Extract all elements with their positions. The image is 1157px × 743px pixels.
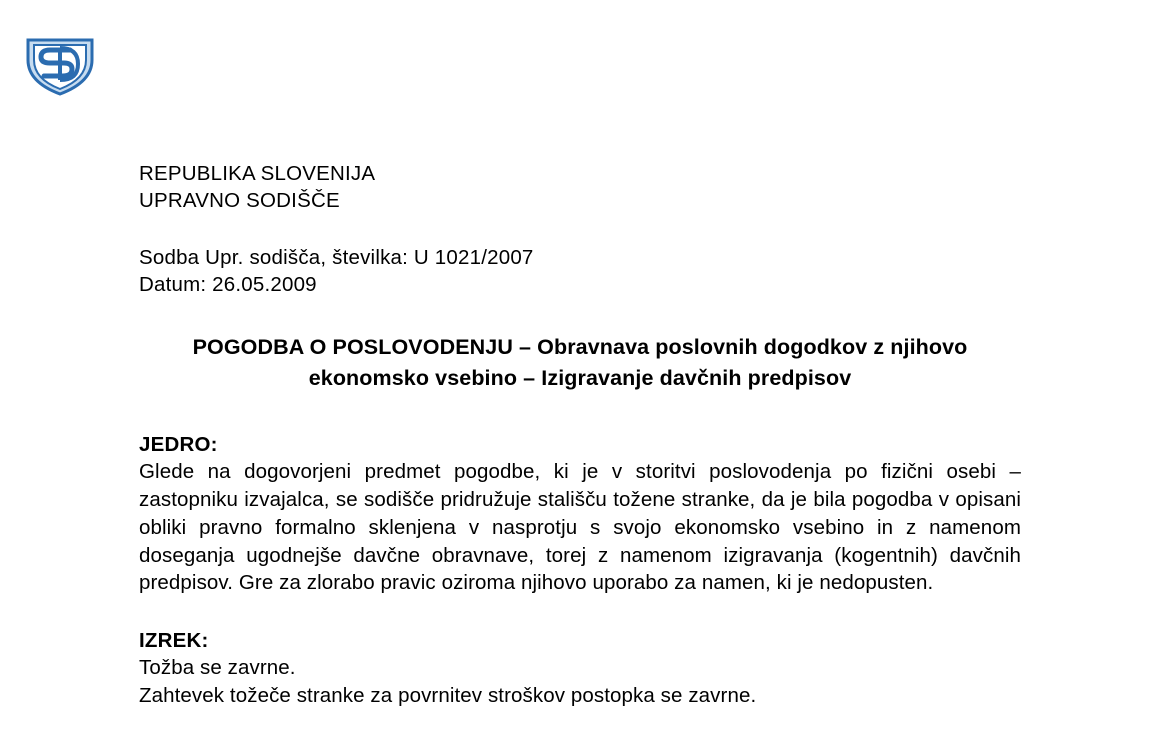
izrek-line-1: Tožba se zavrne. <box>139 656 296 680</box>
court-logo <box>20 30 100 98</box>
jedro-heading: JEDRO: <box>139 433 218 457</box>
page-title: POGODBA O POSLOVODENJU – Obravnava poslovnih dogodkov z njihovo ekonomsko vsebino – Izigravanje davčnih predpisov <box>192 335 968 390</box>
court-header <box>139 160 1021 214</box>
section-izrek <box>139 629 1021 710</box>
izrek-line-2: Zahtevek tožeče stranke za povrnitev stroškov postopka se zavrne. <box>139 683 757 707</box>
case-meta <box>139 244 1021 298</box>
jedro-text: Glede na dogovorjeni predmet pogodbe, ki je v storitvi poslovodenja po fizični osebi – zastopniku izvajalca, se sodišče pridružuje stališču tožene stranke, da je bila pogodba v opisani obliki pravno formalno sklenjena v nasprotju s svojo ekonomsko vsebino in z namenom doseganja ugodnejše davčne obravnave, torej z namenom izigravanja (kogentnih) davčnih predpisov. Gre za zlorabo pravic oziroma njihovo uporabo za namen, ki je nedopusten. <box>139 460 1021 595</box>
case-date: Datum: 26.05.2009 <box>139 273 317 297</box>
izrek-heading: IZREK: <box>139 629 209 653</box>
court-country: REPUBLIKA SLOVENIJA <box>139 162 376 185</box>
case-number: Sodba Upr. sodišča, številka: U 1021/2007 <box>139 246 534 270</box>
court-name: UPRAVNO SODIŠČE <box>139 189 340 213</box>
document-content <box>139 160 1021 710</box>
section-jedro <box>139 433 1021 597</box>
